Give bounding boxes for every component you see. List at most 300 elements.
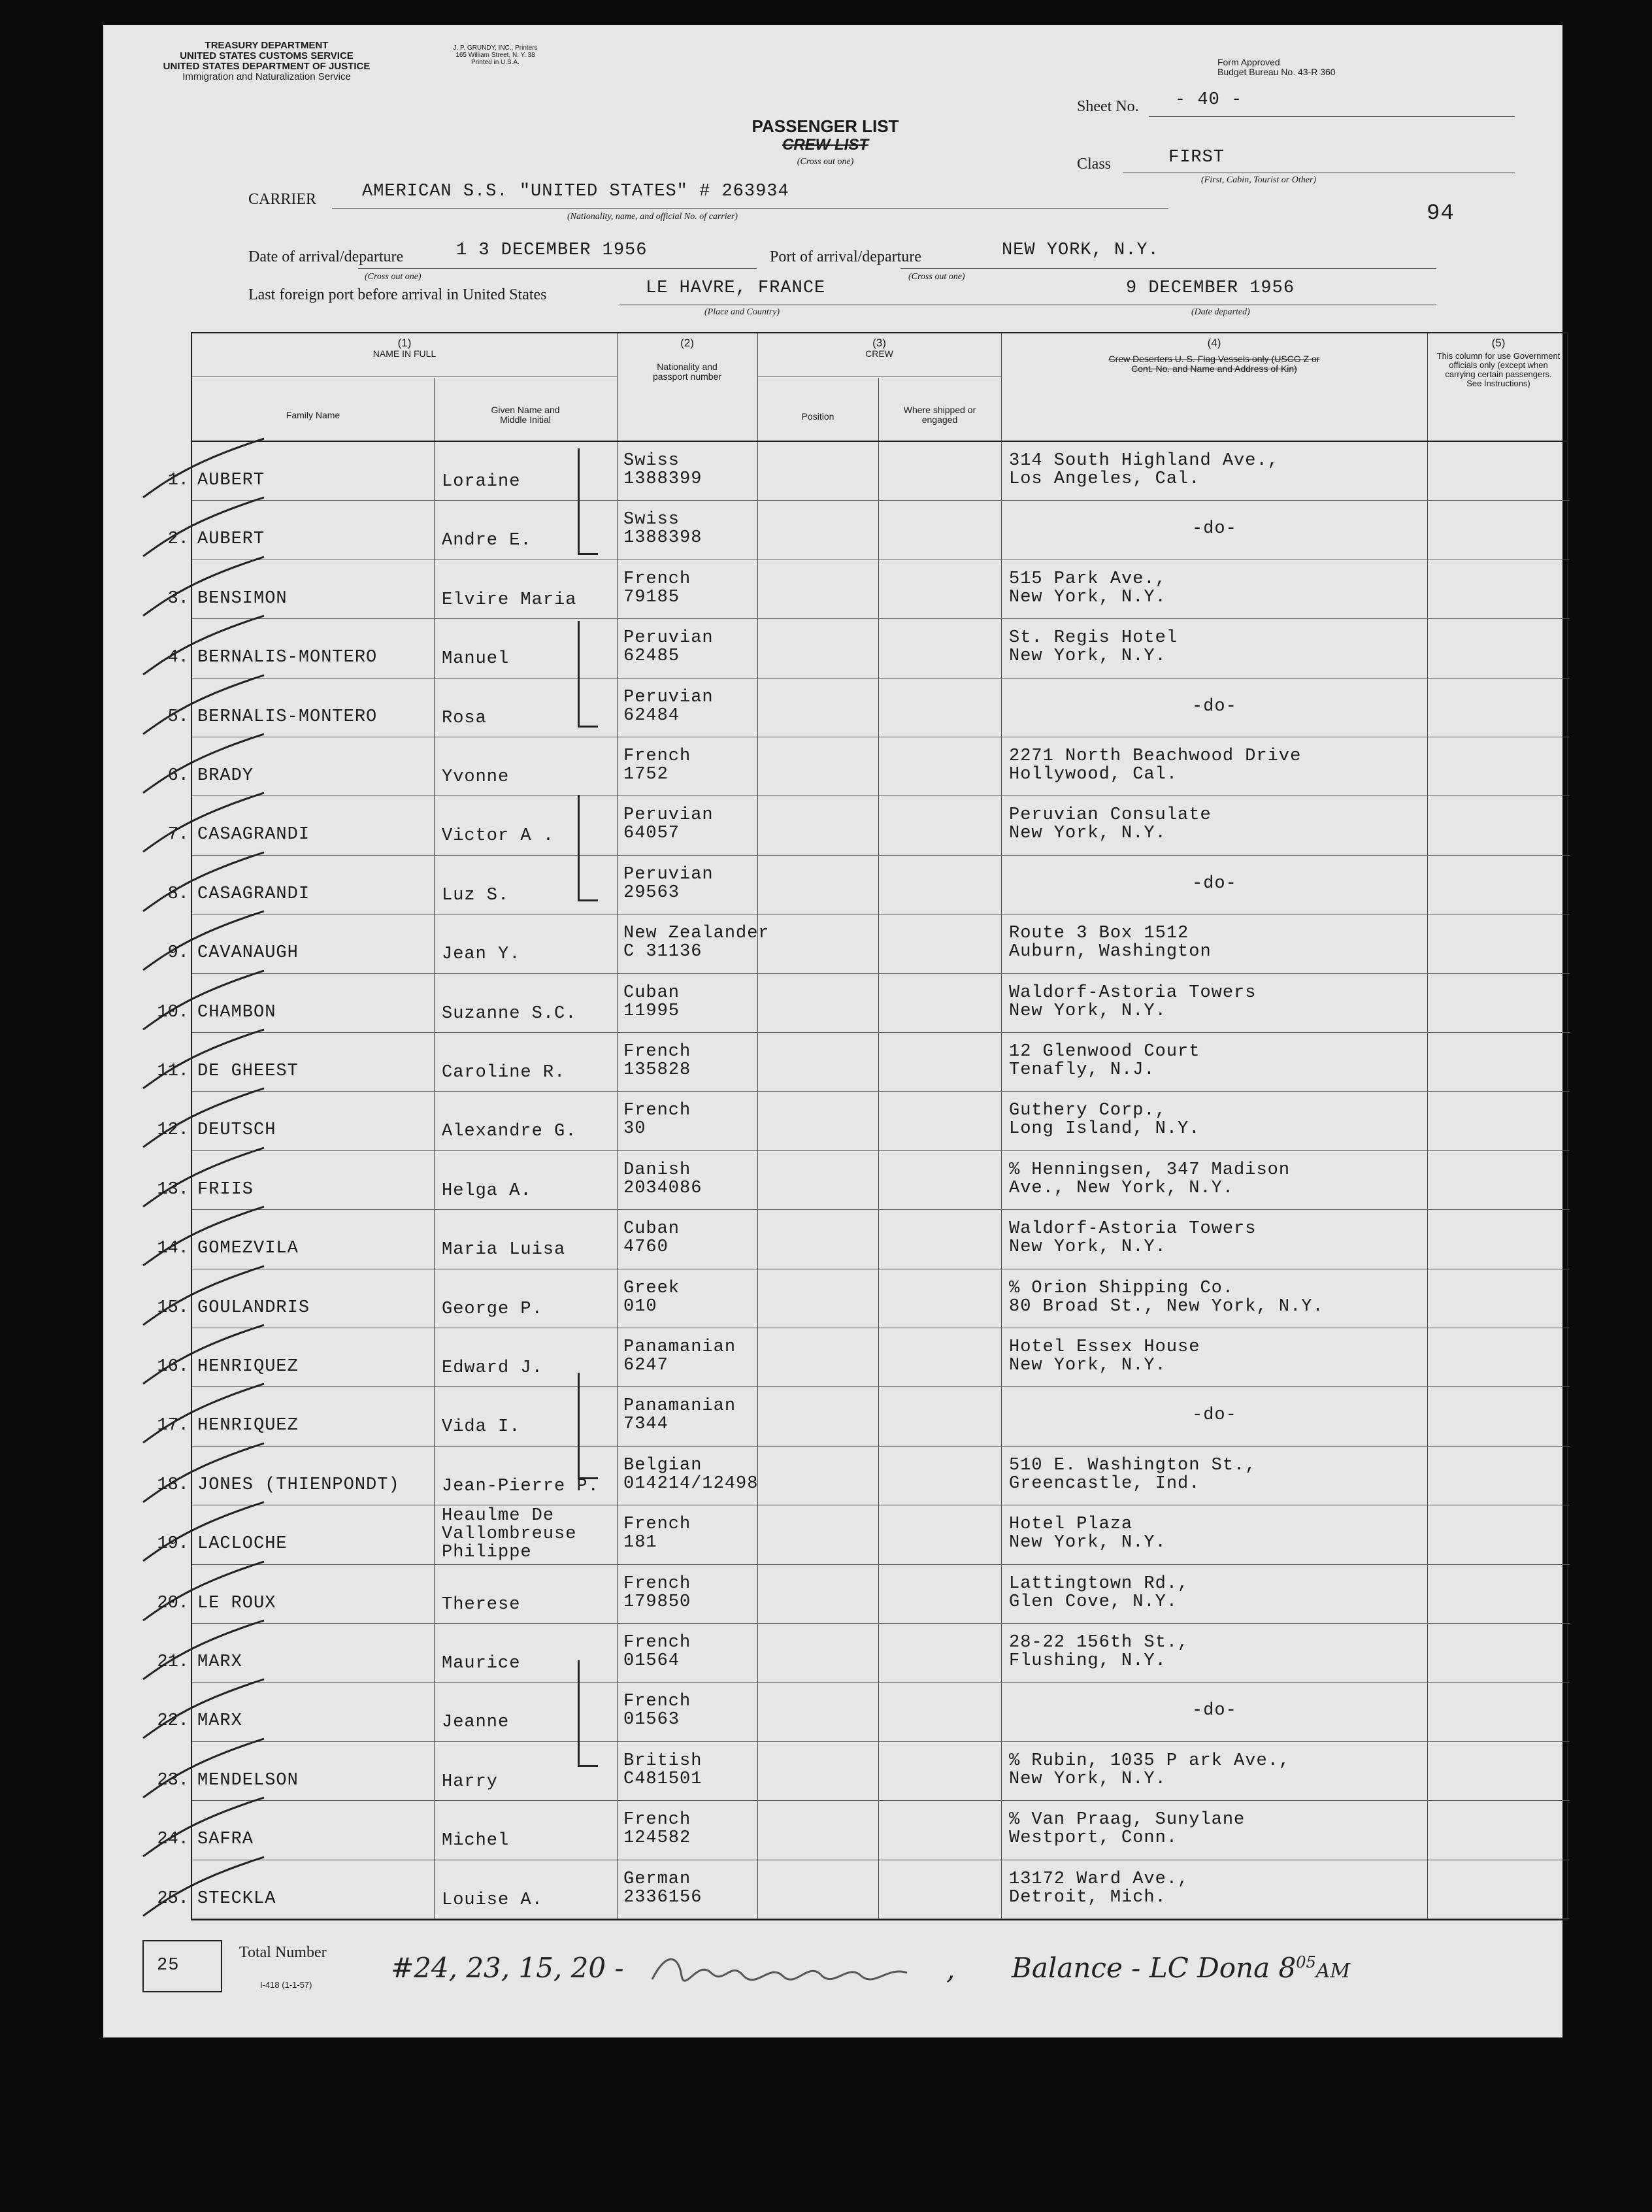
row-number-text: 21. [157, 1652, 189, 1672]
nationality: French [623, 1042, 691, 1062]
family-name: JONES (THIENPONDT) [197, 1475, 400, 1495]
nationality: Greek [623, 1278, 680, 1298]
row-number [104, 707, 189, 727]
port-value: NEW YORK, N.Y. [1002, 241, 1159, 260]
row-number-text: 19. [157, 1534, 189, 1554]
table-row [167, 501, 1570, 560]
table-row [157, 1624, 1570, 1683]
table-row [167, 619, 1570, 678]
given-name: Louise A. [442, 1890, 543, 1910]
row-number-text: 24. [157, 1830, 189, 1850]
col4-number: (4) [1207, 337, 1221, 349]
address-line-2: New York, N.Y. [1009, 824, 1166, 844]
form-approved-line: Form Approved [1217, 57, 1280, 67]
passport-number: 1388399 [623, 469, 702, 489]
printer-line: Printed in U.S.A. [471, 59, 520, 66]
given-name: Heaulme De Vallombreuse Philippe [442, 1506, 577, 1563]
row-number [104, 471, 189, 490]
handwritten-balance [1012, 1952, 1350, 1984]
nationality: French [623, 746, 691, 766]
nationality: German [623, 1869, 691, 1889]
nationality: Peruvian [623, 805, 714, 826]
col2-title: Nationality and passport number [652, 361, 722, 382]
table-row [157, 1387, 1570, 1446]
address-line-2: New York, N.Y. [1009, 1356, 1166, 1375]
row-number-text: 20. [157, 1593, 189, 1613]
row-number-text: 16. [157, 1357, 189, 1377]
nationality: British [623, 1751, 702, 1771]
given-name: Yvonne [442, 767, 510, 787]
passport-number: 181 [623, 1533, 657, 1553]
given-name: Jeanne [442, 1713, 510, 1733]
family-name: GOULANDRIS [197, 1298, 310, 1318]
table-row [157, 1801, 1570, 1860]
family-name-header: Family Name [286, 410, 340, 420]
col2-header [617, 337, 757, 382]
col1-number: (1) [397, 337, 412, 349]
given-name: Alexandre G. [442, 1122, 577, 1142]
row-number-text: 12. [157, 1120, 189, 1141]
table-row [157, 1860, 1570, 1919]
address-line-1: % Henningsen, 347 Madison [1009, 1160, 1291, 1180]
given-name: Rosa [442, 708, 487, 728]
row-number-text: 9. [167, 943, 189, 964]
table-row [157, 1683, 1570, 1741]
family-name: BERNALIS-MONTERO [197, 648, 378, 668]
shipped-header-text: Where shipped or engaged [903, 405, 976, 425]
check-mark [140, 1322, 271, 1387]
nationality: Peruvian [623, 687, 714, 707]
passenger-table [157, 332, 1568, 1920]
nationality: French [623, 1515, 691, 1535]
passport-number: 6247 [623, 1356, 669, 1375]
check-mark [140, 1145, 271, 1210]
nationality: French [623, 569, 691, 589]
nationality: Panamanian [623, 1396, 736, 1416]
balance-text: Balance - LC Dona 8 [1012, 1952, 1297, 1984]
port-cross-out-hint: (Cross out one) [908, 272, 965, 282]
class-value: FIRST [1168, 148, 1225, 167]
date-departed-value: 9 DECEMBER 1956 [1126, 278, 1295, 298]
nationality: Peruvian [623, 628, 714, 648]
nationality: Danish [623, 1160, 691, 1180]
form-number: I-418 (1-1-57) [260, 1980, 312, 1990]
address-line-2: -do- [1192, 519, 1237, 539]
table-row [167, 442, 1570, 501]
given-name: Jean-Pierre P. [442, 1476, 599, 1496]
printer-block [430, 44, 561, 66]
table-row [157, 1565, 1570, 1624]
address-line-1: Peruvian Consulate [1009, 805, 1212, 826]
passport-number: 7344 [623, 1415, 669, 1435]
table-row [157, 1505, 1570, 1564]
nationality: Cuban [623, 1219, 680, 1239]
family-name: MARX [197, 1711, 242, 1732]
row-number [104, 1298, 189, 1318]
col1-header [192, 337, 617, 359]
group-bracket [578, 448, 598, 555]
family-name: BENSIMON [197, 588, 288, 609]
table-row [167, 796, 1570, 855]
col4-title: Crew Deserters U. S. Flag Vessels only (USCG Z or Cont. No. and Name and Address of Kin) [1108, 354, 1320, 374]
col5-header [1427, 337, 1570, 388]
nationality: French [623, 1692, 691, 1712]
agency-line: Immigration and Naturalization Service [182, 71, 351, 82]
given-name: Vida I. [442, 1417, 521, 1437]
family-name: MARX [197, 1652, 242, 1672]
row-number-text: 13. [157, 1179, 189, 1199]
group-bracket [578, 1660, 598, 1767]
nationality: Cuban [623, 982, 680, 1003]
check-mark [140, 1381, 271, 1446]
table-row [157, 1151, 1570, 1210]
table-row [167, 856, 1570, 914]
passport-number: 64057 [623, 824, 680, 844]
passport-number: 01563 [623, 1710, 680, 1730]
nationality: French [623, 1633, 691, 1652]
given-name: Loraine [442, 472, 521, 492]
form-approved [1217, 58, 1336, 77]
row-number-text: 2. [167, 529, 189, 550]
address-line-2: New York, N.Y. [1009, 1001, 1166, 1021]
row-number-text: 23. [157, 1770, 189, 1790]
check-mark [140, 612, 271, 678]
row-number-text: 11. [157, 1062, 189, 1081]
sheet-number: - 40 - [1175, 90, 1243, 110]
family-name: AUBERT [197, 471, 265, 490]
row-number-text: 4. [167, 648, 189, 668]
table-row [167, 560, 1570, 619]
row-number [104, 1652, 189, 1672]
carrier-hint: (Nationality, name, and official No. of carrier) [567, 212, 738, 222]
address-line-2: New York, N.Y. [1009, 587, 1166, 607]
check-mark [140, 1203, 271, 1269]
passport-number: C 31136 [623, 942, 702, 962]
nationality: French [623, 1573, 691, 1594]
address-line-2: Los Angeles, Cal. [1009, 469, 1200, 489]
address-line-1: 314 South Highland Ave., [1009, 451, 1279, 471]
family-name: LE ROUX [197, 1593, 276, 1613]
check-mark [140, 1735, 271, 1801]
nationality: Swiss [623, 451, 680, 471]
check-mark [140, 1440, 271, 1505]
family-name: CASAGRANDI [197, 884, 310, 904]
passport-number: 010 [623, 1296, 657, 1316]
sheet-underline [1149, 116, 1515, 117]
family-name: CAVANAUGH [197, 943, 299, 964]
group-bracket [578, 621, 598, 728]
given-name: Manuel [442, 649, 510, 669]
table-row [167, 737, 1570, 796]
given-name: Victor A . [442, 826, 555, 846]
shipped-header [878, 405, 1001, 425]
form-approved-line: Budget Bureau No. 43-R 360 [1217, 67, 1336, 77]
address-line-2: Auburn, Washington [1009, 942, 1212, 962]
title-cross-out-hint: (Cross out one) [797, 157, 854, 167]
nationality: Panamanian [623, 1337, 736, 1357]
nationality: Belgian [623, 1455, 702, 1475]
check-mark [140, 1676, 271, 1741]
check-mark [140, 908, 271, 973]
row-number [104, 1357, 189, 1377]
check-mark [140, 731, 271, 796]
position-header: Position [801, 411, 834, 422]
family-name: DEUTSCH [197, 1120, 276, 1141]
address-line-2: Hollywood, Cal. [1009, 765, 1178, 784]
check-mark [140, 1617, 271, 1683]
check-mark [140, 1263, 271, 1328]
address-line-2: Greencastle, Ind. [1009, 1473, 1200, 1494]
table-row [167, 914, 1570, 973]
address-line-1: St. Regis Hotel [1009, 628, 1178, 648]
check-mark [140, 494, 271, 560]
row-number-text: 18. [157, 1475, 189, 1495]
handwritten-signature [646, 1947, 920, 1999]
port-label: Port of arrival/departure [770, 248, 921, 265]
passport-number: 29563 [623, 882, 680, 903]
family-name: LACLOCHE [197, 1534, 288, 1554]
row-number [104, 1475, 189, 1495]
col5-title: This column for use Government officials only (except when carrying certain passengers. See Instructions) [1436, 351, 1561, 388]
arrival-label-text: Date of arrival/departure [248, 248, 404, 265]
row-number [104, 1594, 189, 1613]
given-name: Edward J. [442, 1358, 543, 1378]
address-line-1: 13172 Ward Ave., [1009, 1869, 1189, 1889]
family-name: SAFRA [197, 1830, 254, 1850]
balance-time-sup: 05 [1296, 1953, 1316, 1971]
address-line-2: Tenafly, N.J. [1009, 1060, 1155, 1080]
printer-line: 165 William Street, N. Y. 38 [455, 52, 535, 59]
page-number: 94 [1427, 201, 1455, 226]
address-line-2: Glen Cove, N.Y. [1009, 1592, 1178, 1612]
nationality: French [623, 1101, 691, 1121]
col1-title: NAME IN FULL [372, 348, 437, 359]
address-line-1: % Rubin, 1035 P ark Ave., [1009, 1751, 1291, 1771]
family-name: MENDELSON [197, 1770, 299, 1790]
class-hint: (First, Cabin, Tourist or Other) [1201, 175, 1317, 185]
arrival-label [248, 248, 403, 266]
group-bracket [578, 1373, 598, 1479]
address-line-1: Guthery Corp., [1009, 1101, 1166, 1121]
passport-number: 01564 [623, 1651, 680, 1671]
check-mark [140, 554, 271, 619]
check-mark [140, 1026, 271, 1092]
row-number [104, 766, 189, 786]
nationality: Swiss [623, 510, 680, 530]
comma-mark: , [946, 1953, 955, 1985]
total-box [142, 1940, 222, 1992]
family-name: FRIIS [197, 1179, 254, 1199]
check-mark [140, 672, 271, 737]
address-line-2: Detroit, Mich. [1009, 1887, 1166, 1907]
check-mark [140, 1854, 271, 1919]
row-number [104, 1416, 189, 1435]
passport-number: 4760 [623, 1237, 669, 1258]
table-row [157, 1447, 1570, 1505]
address-line-1: 2271 North Beachwood Drive [1009, 746, 1302, 766]
table-row [157, 1210, 1570, 1269]
given-name: Therese [442, 1594, 521, 1615]
given-name: Suzanne S.C. [442, 1003, 577, 1024]
row-number-text: 10. [157, 1002, 189, 1022]
balance-time: AM [1315, 1960, 1351, 1983]
agency-line: TREASURY DEPARTMENT [205, 40, 329, 51]
row-number-text: 6. [167, 766, 189, 786]
nationality: New Zealander [623, 924, 770, 944]
list-title: PASSENGER LIST [752, 116, 899, 136]
arrival-value: 1 3 DECEMBER 1956 [456, 241, 648, 260]
family-name: DE GHEEST [197, 1062, 299, 1081]
passport-number: 124582 [623, 1828, 691, 1849]
family-name: GOMEZVILA [197, 1239, 299, 1259]
address-line-2: New York, N.Y. [1009, 646, 1166, 667]
col3-number: (3) [872, 337, 886, 349]
row-number [104, 1239, 189, 1258]
passport-number: 62485 [623, 646, 680, 667]
family-name: BERNALIS-MONTERO [197, 707, 378, 727]
address-line-2: 80 Broad St., New York, N.Y. [1009, 1296, 1324, 1316]
arrival-underline [358, 268, 757, 269]
passport-number: 30 [623, 1119, 646, 1139]
col3-header [757, 337, 1001, 359]
passenger-list-sheet [103, 25, 1562, 2037]
given-name: Jean Y. [442, 945, 521, 965]
passport-number: 2336156 [623, 1887, 702, 1907]
row-number [104, 1180, 189, 1199]
family-name: HENRIQUEZ [197, 1416, 299, 1436]
given-name: Maurice [442, 1654, 521, 1673]
address-line-2: Flushing, N.Y. [1009, 1651, 1166, 1671]
row-number [104, 589, 189, 609]
given-name-header-text: Given Name and Middle Initial [491, 405, 560, 425]
passport-number: 014214/12498 [623, 1473, 759, 1494]
row-number [104, 1003, 189, 1022]
table-row [157, 1269, 1570, 1328]
row-number [104, 943, 189, 963]
row-number-text: 5. [167, 707, 189, 727]
given-name: Luz S. [442, 885, 510, 905]
address-line-2: New York, N.Y. [1009, 1533, 1166, 1553]
row-number-text: 25. [157, 1888, 189, 1909]
passport-number: 11995 [623, 1001, 680, 1021]
address-line-1: Lattingtown Rd., [1009, 1573, 1189, 1594]
row-number-text: 3. [167, 588, 189, 609]
row-number [104, 1830, 189, 1849]
row-number-text: 22. [157, 1711, 189, 1732]
family-name: STECKLA [197, 1888, 276, 1909]
table-row [157, 1092, 1570, 1150]
passport-number: 1752 [623, 765, 669, 784]
carrier-underline [332, 208, 1168, 209]
col4-header [1001, 337, 1427, 374]
address-line-1: % Orion Shipping Co. [1009, 1278, 1234, 1298]
address-line-2: -do- [1192, 1701, 1237, 1721]
given-name: Harry [442, 1771, 499, 1792]
last-port-label: Last foreign port before arrival in United States [248, 286, 547, 303]
address-line-1: Hotel Essex House [1009, 1337, 1200, 1357]
given-name: Maria Luisa [442, 1240, 566, 1260]
row-number [104, 1062, 189, 1081]
family-name: AUBERT [197, 529, 265, 550]
row-number-text: 7. [167, 825, 189, 845]
row-number-text: 14. [157, 1239, 189, 1259]
table-row [157, 1328, 1570, 1387]
row-number-text: 17. [157, 1416, 189, 1436]
last-port-hint: (Place and Country) [704, 307, 780, 317]
passport-number: 79185 [623, 587, 680, 607]
row-number [104, 1711, 189, 1731]
row-number [104, 1534, 189, 1554]
passport-number: 62484 [623, 705, 680, 726]
nationality: French [623, 1810, 691, 1830]
check-mark [140, 1085, 271, 1150]
arrival-cross-out-hint: (Cross out one) [365, 272, 421, 282]
address-line-1: Hotel Plaza [1009, 1515, 1133, 1535]
sheet-label: Sheet No. [1077, 98, 1139, 115]
table-row [157, 1033, 1570, 1092]
check-mark [140, 790, 271, 855]
printer-line: J. P. GRUNDY, INC., Printers [453, 44, 538, 52]
agency-line: UNITED STATES DEPARTMENT OF JUSTICE [163, 61, 371, 72]
address-line-1: Waldorf-Astoria Towers [1009, 1219, 1257, 1239]
table-row [157, 1742, 1570, 1801]
row-number [104, 529, 189, 549]
last-port-value: LE HAVRE, FRANCE [646, 278, 826, 298]
nationality: Peruvian [623, 864, 714, 884]
address-line-2: -do- [1192, 1405, 1237, 1426]
given-name-header [434, 405, 617, 425]
agency-block [162, 41, 371, 82]
crew-list-struck: CREW LIST [782, 136, 868, 154]
row-number [104, 1889, 189, 1909]
family-name: BRADY [197, 766, 254, 786]
passport-number: 135828 [623, 1060, 691, 1080]
family-name: HENRIQUEZ [197, 1357, 299, 1377]
total-value: 25 [157, 1956, 180, 1975]
port-underline [900, 268, 1436, 269]
address-line-2: New York, N.Y. [1009, 1769, 1166, 1789]
row-number-text: 15. [157, 1298, 189, 1318]
check-mark [140, 967, 271, 1033]
address-line-1: Waldorf-Astoria Towers [1009, 982, 1257, 1003]
check-mark [140, 1499, 271, 1564]
row-number-text: 8. [167, 884, 189, 904]
address-line-2: -do- [1192, 696, 1237, 716]
given-name: Andre E. [442, 531, 532, 551]
class-label: Class [1077, 156, 1112, 173]
group-bracket [578, 795, 598, 901]
passport-number: 2034086 [623, 1178, 702, 1198]
address-line-1: 12 Glenwood Court [1009, 1042, 1200, 1062]
check-mark [140, 435, 271, 501]
address-line-2: New York, N.Y. [1009, 1237, 1166, 1258]
col2-number: (2) [680, 337, 694, 349]
address-line-1: 510 E. Washington St., [1009, 1455, 1257, 1475]
check-mark [140, 1558, 271, 1624]
col3-title: CREW [865, 348, 893, 359]
col5-number: (5) [1491, 337, 1506, 349]
given-name: Caroline R. [442, 1063, 566, 1082]
table-row [167, 679, 1570, 737]
date-departed-hint: (Date departed) [1191, 307, 1250, 317]
check-mark [140, 1794, 271, 1860]
table-row [157, 974, 1570, 1033]
handwritten-note: #24, 23, 15, 20 - [391, 1952, 624, 1984]
row-number [104, 825, 189, 845]
row-number [104, 1771, 189, 1790]
carrier-label: CARRIER [248, 191, 317, 208]
passport-number: 179850 [623, 1592, 691, 1612]
